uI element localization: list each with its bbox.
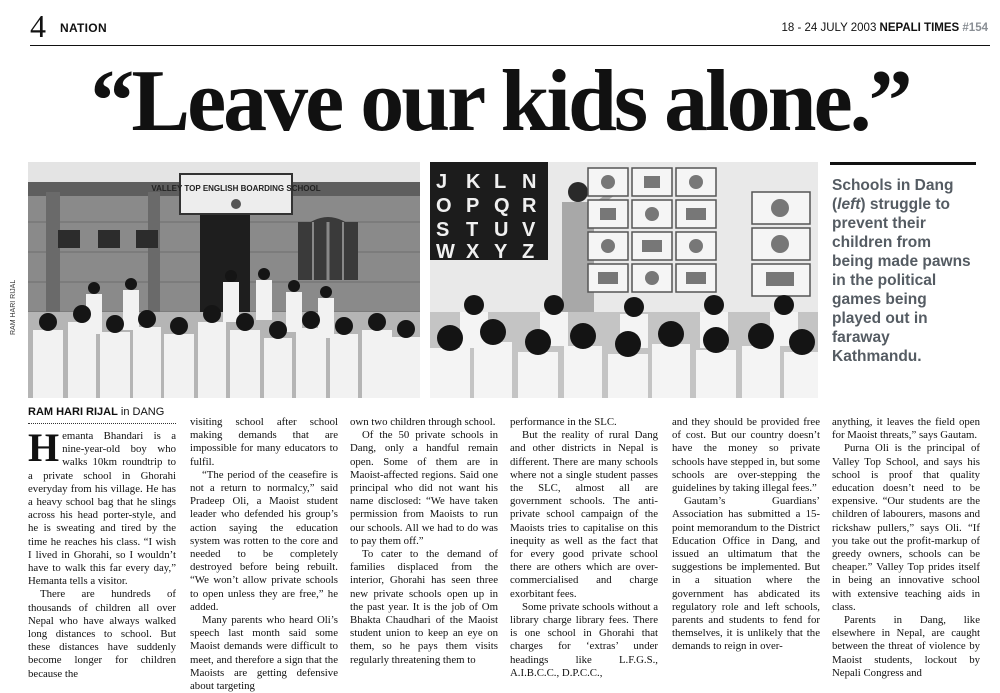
paragraph: Many parents who heard Oli’s speech last month said some Maoist demands were difficult to meet, and therefore a sign that the Maoists are getting defensive about targeting bbox=[190, 614, 338, 693]
paragraph: performance in the SLC. bbox=[510, 416, 617, 428]
paragraph: own two children through school. bbox=[350, 416, 496, 428]
issue-dates: 18 - 24 JULY 2003 bbox=[781, 22, 877, 34]
page-number: 4 bbox=[30, 8, 46, 44]
alphabet-letter: T bbox=[466, 219, 479, 241]
paragraph: and they should be provided free of cost. But our country doesn’t have the money so private schools have stepped in, but some schools are over-stepping the guidelines by taking illegal fees.” bbox=[672, 416, 820, 495]
paragraph: anything, it leaves the field open for Maoist threats,” says Gautam. bbox=[832, 416, 980, 442]
author-name: RAM HARI RIJAL bbox=[28, 406, 118, 418]
pull-quote-emphasis: left bbox=[837, 196, 861, 213]
article-column-6 bbox=[832, 416, 980, 679]
alphabet-letter: Y bbox=[494, 241, 508, 263]
paragraph: But the reality of rural Dang and other districts in Nepal is different. There are many schools where not a single student passes the SLC, almost all are government schools. The anti-private school campaign of the Maoists tries to capitalise on this inequity as well as the fact that for every good private school there are others which are over-commercialised and charge exorbitant fees. bbox=[510, 429, 658, 600]
pull-quote-text: Schools in Dang ( bbox=[832, 177, 954, 213]
paragraph: To cater to the demand of families displaced from the interior, Ghorahi has seen three new private schools open up in the past year. It is the job of Om Bhakta Chaudhari of the Maoist student union to keep an eye on them, so he pays them visits regularly threatening them to bbox=[350, 548, 498, 666]
alphabet-letter: P bbox=[466, 195, 480, 217]
paragraph: Purna Oli is the principal of Valley Top School, and says his school is proof that quality education doesn’t need to be expensive. “Our students are the children of labourers, masons and rickshaw pullers,” says Oli. “If you take out the profit-markup of greedy owners, schools can be cheaper.” Valley Top prides itself in being an innovative school with extensive teaching aids in class. bbox=[832, 442, 980, 613]
paragraph: Of the 50 private schools in Dang, only a handful remain open. Some of them are in Maoist-affected regions. Said one principal who did not want his name disclosed: “We have taken permission from Maoists to run our schools. All we had to do was to pay them off.” bbox=[350, 429, 498, 547]
paragraph: “The period of the ceasefire is not a return to normalcy,” said Pradeep Oli, a Maoist student leader who defended his group’s action saying the education system was rotten to the core and needed to be completely destroyed before being rebuilt. “We won’t allow private schools to open unless they are free,” he added. bbox=[190, 468, 338, 613]
article-column-4 bbox=[510, 416, 658, 679]
alphabet-letter: O bbox=[436, 195, 452, 217]
headline: “Leave our kids alone.” bbox=[90, 53, 910, 150]
byline-location: in DANG bbox=[117, 406, 165, 418]
paragraph: Gautam’s Guardians’ Association has submitted a 15-point memorandum to the District Education Office in Dang, and issued an ultimatum that the suggestions be implemented. But in a situation where the government has abdicated its regulatory role and left schools, parents and students to fend for themselves, it is unlikely that the demands to reign in over- bbox=[672, 495, 820, 653]
section-label: NATION bbox=[60, 21, 107, 35]
alphabet-letter: L bbox=[494, 171, 507, 193]
alphabet-letter: Q bbox=[494, 195, 510, 217]
alphabet-letter: Z bbox=[522, 241, 535, 263]
alphabet-letter: K bbox=[466, 171, 481, 193]
photo-credit: RAM HARI RIJAL bbox=[10, 279, 17, 335]
pull-quote-text-end: ) struggle to prevent their children from being made pawns in the political games being played out in faraway Kathmandu. bbox=[832, 196, 971, 365]
alphabet-letter: V bbox=[522, 219, 536, 241]
byline bbox=[28, 406, 164, 418]
pullquote-rule bbox=[830, 162, 976, 165]
paragraph-text: emanta Bhandari is a nine-year-old boy who walks 10km roundtrip to a private school in Ghorahi everyday from his village. He has a heavy school bag that he slings across his head porter-style, and he is sweating and tired by the time he reaches his class. “I wish I lived in Ghorahi, so I wouldn’t have to walk this far every day,” Hemanta tells a visitor. bbox=[28, 430, 176, 588]
issue-number: #154 bbox=[962, 22, 988, 34]
article-column-5 bbox=[672, 416, 820, 653]
drop-cap: H bbox=[28, 425, 60, 470]
alphabet-letter: N bbox=[522, 171, 537, 193]
header-rule bbox=[30, 45, 990, 46]
school-sign-text: VALLEY TOP ENGLISH BOARDING SCHOOL bbox=[151, 184, 321, 193]
article-column-2 bbox=[190, 416, 338, 693]
alphabet-letter: S bbox=[436, 219, 450, 241]
alphabet-letter: R bbox=[522, 195, 537, 217]
article-column-1 bbox=[28, 425, 176, 680]
article-column-3 bbox=[350, 416, 498, 666]
classroom-photo bbox=[430, 162, 818, 398]
pull-quote bbox=[832, 176, 976, 366]
paragraph: Some private schools without a library charge library fees. There is one school in Ghorahi that charges for ‘extras’ under headings like L.F.G.S., A.I.B.C.C., D.P.C.C., bbox=[510, 600, 658, 679]
paragraph: Parents in Dang, like elsewhere in Nepal, are caught between the threat of violence by Maoist students, lockout by Nepali Congress and bbox=[832, 614, 980, 679]
alphabet-letter: X bbox=[466, 241, 480, 263]
paragraph: There are hundreds of thousands of children all over Nepal who have always walked long distances to school. But these distances have suddenly become longer for children because the bbox=[28, 588, 176, 680]
school-assembly-photo bbox=[28, 162, 420, 398]
alphabet-letter: U bbox=[494, 219, 509, 241]
paragraph bbox=[28, 425, 176, 588]
alphabet-letter: J bbox=[436, 171, 448, 193]
paragraph: visiting school after school making demands that are impossible for many educators to fulfil. bbox=[190, 416, 338, 468]
dateline bbox=[782, 22, 989, 34]
byline-rule bbox=[28, 423, 176, 424]
alphabet-letter: W bbox=[436, 241, 455, 263]
newspaper-name: NEPALI TIMES bbox=[879, 22, 960, 34]
